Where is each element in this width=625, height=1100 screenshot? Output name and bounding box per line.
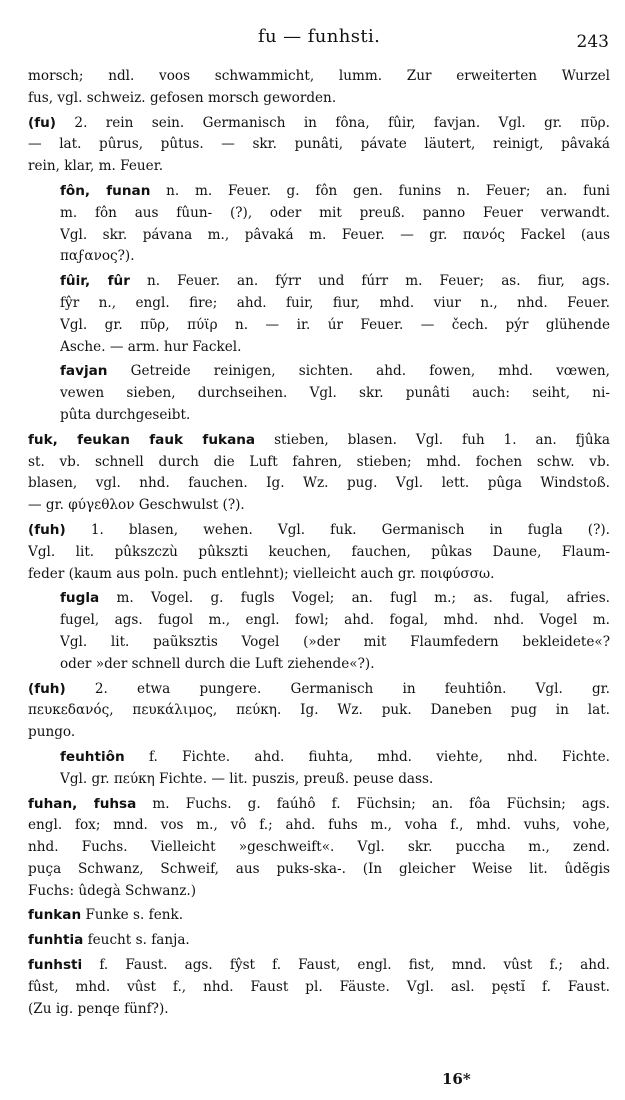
entry-text: fus, vgl. schweiz. gefosen morsch geworden. [28, 89, 337, 106]
entry-line [60, 632, 610, 654]
entry-headword: feuhtiôn [60, 748, 125, 765]
entry-line [60, 588, 610, 610]
entry-text: m. Fuchs. g. faúhô f. Füchsin; an. fôa Füchsin; ags. [152, 795, 610, 812]
entry-text: rein, klar, m. Feuer. [28, 158, 164, 175]
entry-line [60, 405, 610, 427]
entry-text: πευκεδανός, πευκάλιμος, πεύκη. Ig. Wz. puk. Daneben pug in lat. [28, 702, 610, 719]
entry-line [28, 679, 610, 701]
entry-text: f. Faust. ags. fŷst f. Faust, engl. fist, mnd. vûst f.; ahd. [99, 957, 610, 974]
entry-line [28, 156, 610, 178]
entry-text: feucht s. fanja. [87, 932, 190, 949]
entry-text: blasen, vgl. nhd. fauchen. Ig. Wz. pug. Vgl. lett. pûga Windstoß. [28, 475, 610, 492]
entry-line [28, 859, 610, 881]
page-number: 243 [576, 32, 609, 52]
entry-line [60, 654, 610, 676]
entry-text: puça Schwanz, Schweif, aus puks-ska-. (In gleicher Weise lit. ûdẽgis [28, 860, 610, 877]
sub-entry [28, 588, 610, 675]
entry [28, 66, 610, 110]
running-head: fu — funhsti. [258, 26, 381, 47]
entry-line [28, 905, 610, 927]
entry-text: fŷr n., engl. fire; ahd. fuir, fiur, mhd. viur n., nhd. Feuer. [60, 294, 610, 311]
entry-text: 2. rein sein. Germanisch in fôna, fûir, favjan. Vgl. gr. πῦρ. [74, 114, 610, 131]
entry-text: Vgl. lit. paũksztis Vogel (»der mit Flaumfedern bekleidete«? [60, 633, 610, 650]
entry-text: vewen sieben, durchseihen. Vgl. skr. punâti auch: seiht, ni- [60, 385, 610, 402]
sub-entry [28, 181, 610, 268]
entry-headword: fôn, funan [60, 182, 151, 199]
entry-text: stieben, blasen. Vgl. fuh 1. an. fjûka [274, 431, 610, 448]
entry-line [60, 610, 610, 632]
entry-line [28, 722, 610, 744]
entry-text: m. fôn aus fûun- (?), oder mit preuß. panno Feuer verwandt. [60, 204, 610, 221]
signature-mark: 16* [442, 1070, 471, 1088]
entry-headword: favjan [60, 363, 108, 380]
entry-text: 2. etwa pungere. Germanisch in feuhtiôn. Vgl. gr. [94, 680, 610, 697]
entry-line [28, 452, 610, 474]
entry-line [28, 815, 610, 837]
entry-text: Vgl. skr. pávana m., pâvaká m. Feuer. — gr. πανός Fackel (aus [60, 226, 610, 243]
entry [28, 430, 610, 517]
entry [28, 679, 610, 744]
entry-line [28, 495, 610, 517]
entry-line [28, 564, 610, 586]
entry-line [28, 977, 610, 999]
entry-text: fugel, ags. fugol m., engl. fowl; ahd. fogal, mhd. nhd. Vogel m. [60, 612, 610, 629]
entry-text: feder (kaum aus poln. puch entlehnt); vielleicht auch gr. ποιφύσσω. [28, 565, 495, 582]
sub-entry [28, 271, 610, 358]
entry-line [60, 315, 610, 337]
sub-entry [28, 747, 610, 791]
entry-text: Vgl. lit. pûkszczù pûkszti keuchen, fauchen, pûkas Daune, Flaum- [28, 543, 610, 560]
entry-line [28, 955, 610, 977]
entry-text: pûta durchgeseibt. [60, 406, 191, 423]
entry [28, 113, 610, 178]
entry-text: Funke s. fenk. [85, 907, 184, 924]
entry-line [60, 383, 610, 405]
entry-text: oder »der schnell durch die Luft ziehende«?). [60, 655, 375, 672]
entry-headword: (fu) [28, 114, 57, 131]
entry-line [28, 999, 610, 1021]
entry-text: Vgl. gr. πεύκη Fichte. — lit. puszis, preuß. peuse dass. [60, 770, 434, 787]
entry-line [60, 225, 610, 247]
entry [28, 930, 610, 952]
entry-text: n. Feuer. an. fýrr und fúrr m. Feuer; as. fiur, ags. [146, 273, 610, 290]
entry-line [28, 473, 610, 495]
entry-line [28, 134, 610, 156]
dictionary-body [28, 66, 610, 1023]
entry-line [60, 293, 610, 315]
entry-text: Vgl. gr. πῦρ, πύϊρ n. — ir. úr Feuer. — čech. pýr glühende [60, 316, 610, 333]
entry-line [28, 66, 610, 88]
entry-line [28, 837, 610, 859]
entry-line [60, 337, 610, 359]
entry-line [60, 181, 610, 203]
entry-headword: funkan [28, 907, 82, 924]
entry-text: — gr. φύγεθλον Geschwulst (?). [28, 497, 245, 514]
entry-text: παϝανος?). [60, 248, 135, 265]
entry-text: st. vb. schnell durch die Luft fahren, stieben; mhd. fochen schw. vb. [28, 453, 610, 470]
entry [28, 955, 610, 1020]
entry-headword: (fuh) [28, 680, 66, 697]
entry-text: Asche. — arm. hur Fackel. [60, 338, 242, 355]
entry-headword: funhsti [28, 957, 83, 974]
entry-line [28, 930, 610, 952]
entry-line [60, 747, 610, 769]
entry-headword: fugla [60, 590, 100, 607]
entry-line [28, 430, 610, 452]
entry-line [60, 246, 610, 268]
entry-headword: fûir, fûr [60, 273, 130, 290]
entry-text: f. Fichte. ahd. fiuhta, mhd. viehte, nhd. Fichte. [148, 748, 610, 765]
entry-line [28, 881, 610, 903]
entry-text: (Zu ig. penqe fünf?). [28, 1000, 169, 1017]
entry-text: pungo. [28, 724, 76, 741]
entry-text: — lat. pûrus, pûtus. — skr. punâti, pávate läutert, reinigt, pâvaká [28, 136, 610, 153]
entry-text: m. Vogel. g. fugls Vogel; an. fugl m.; as. fugal, afries. [116, 590, 610, 607]
entry-headword: funhtia [28, 932, 84, 949]
entry-text: n. m. Feuer. g. fôn gen. funins n. Feuer; an. funi [166, 182, 610, 199]
entry-text: Getreide reinigen, sichten. ahd. fowen, mhd. vœwen, [130, 363, 610, 380]
entry-text: 1. blasen, wehen. Vgl. fuk. Germanisch in fugla (?). [90, 521, 610, 538]
sub-entry [28, 361, 610, 426]
entry-line [28, 520, 610, 542]
entry-line [60, 769, 610, 791]
entry-line [60, 203, 610, 225]
entry-text: morsch; ndl. voos schwammicht, lumm. Zur erweiterten Wurzel [28, 68, 610, 84]
entry [28, 794, 610, 903]
entry-line [28, 113, 610, 135]
entry-line [28, 700, 610, 722]
entry-text: fûst, mhd. vûst f., nhd. Faust pl. Fäuste. Vgl. asl. pęstĭ f. Faust. [28, 978, 610, 995]
entry-line [28, 794, 610, 816]
entry-headword: fuk, feukan fauk fukana [28, 431, 256, 448]
page-header [0, 22, 625, 50]
entry-text: nhd. Fuchs. Vielleicht »geschweift«. Vgl. skr. puccha m., zend. [28, 839, 610, 856]
entry-line [60, 361, 610, 383]
entry-headword: (fuh) [28, 521, 66, 538]
entry-line [28, 88, 610, 110]
entry-line [28, 542, 610, 564]
entry-text: engl. fox; mnd. vos m., vô f.; ahd. fuhs m., voha f., mhd. vuhs, vohe, [28, 817, 610, 834]
entry [28, 520, 610, 585]
entry-line [60, 271, 610, 293]
entry [28, 905, 610, 927]
entry-text: Fuchs: ûdegà Schwanz.) [28, 882, 197, 899]
entry-headword: fuhan, fuhsa [28, 795, 137, 812]
